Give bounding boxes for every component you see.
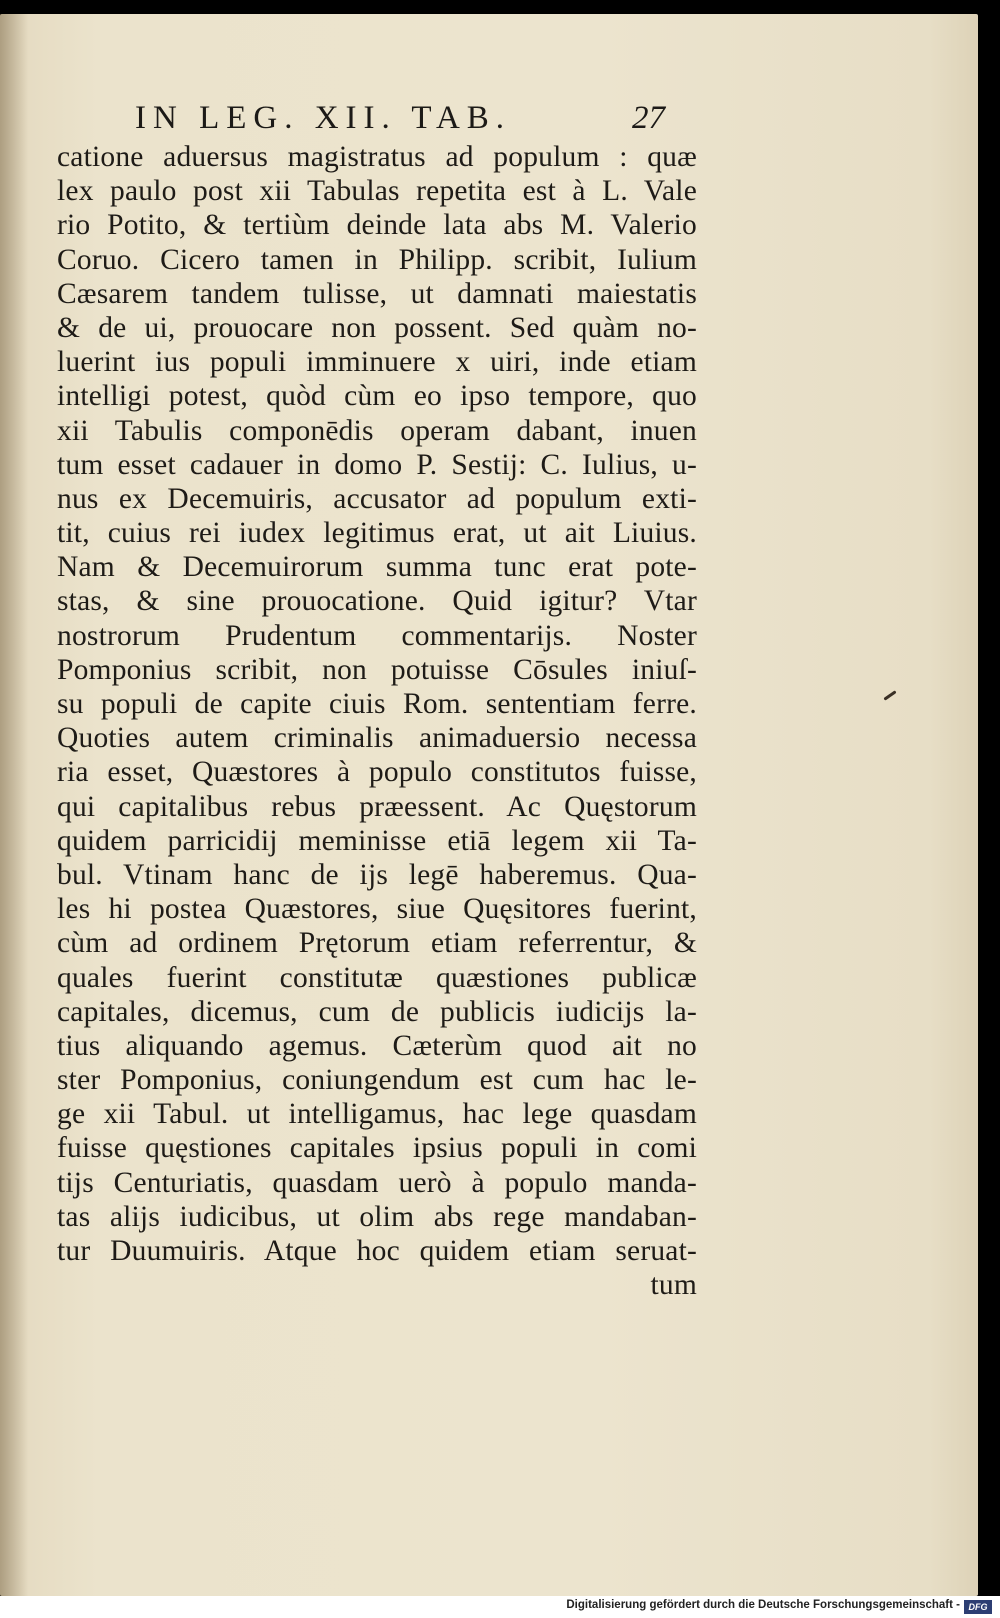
text-line: tius aliquando agemus. Cæterùm quod ait no <box>57 1029 697 1062</box>
text-line: bul. Vtinam hanc de ijs legē haberemus. Qua- <box>57 858 697 891</box>
pencil-mark <box>883 690 896 700</box>
running-head: IN LEG. XII. TAB. <box>135 100 512 136</box>
text-line: xii Tabulis componēdis operam dabant, inuen <box>57 414 697 447</box>
text-line: ge xii Tabul. ut intelligamus, hac lege quasdam <box>57 1098 697 1131</box>
text-line: capitales, dicemus, cum de publicis iudicijs la- <box>57 995 697 1028</box>
text-line: Pomponius scribit, non potuisse Cōsules iniuſ- <box>57 653 697 686</box>
text-line: su populi de capite ciuis Rom. sententiam ferre. <box>57 688 697 720</box>
text-line: lex paulo post xii Tabulas repetita est à L. Vale <box>57 175 697 208</box>
text-line: & de ui, prouocare non possent. Sed quàm no- <box>57 311 697 344</box>
text-line: les hi postea Quæstores, siue Quęsitores fuerint, <box>57 893 697 926</box>
body-text <box>57 140 697 1302</box>
text-line: tur Duumuiris. Atque hoc quidem etiam seruat- <box>57 1235 697 1267</box>
text-line: intelligi potest, quòd cùm eo ipso tempore, quo <box>57 380 697 413</box>
text-line: quales fuerint constitutæ quæstiones publicæ <box>57 961 697 994</box>
catchword: tum <box>650 1269 697 1302</box>
text-line: tit, cuius rei iudex legitimus erat, ut ait Liuius. <box>57 517 697 550</box>
text-line: ster Pomponius, coniungendum est cum hac le- <box>57 1064 697 1097</box>
text-line: qui capitalibus rebus præessent. Ac Quęstorum <box>57 790 697 823</box>
funding-credit: Digitalisierung gefördert durch die Deutsche Forschungsgemeinschaft - <box>566 1599 960 1611</box>
text-line: tijs Centuriatis, quasdam uerò à populo manda- <box>57 1166 697 1199</box>
text-line: quidem parricidij meminisse etiā legem xii Ta- <box>57 824 697 857</box>
text-line: Nam & Decemuirorum summa tunc erat pote- <box>57 551 697 584</box>
text-line: nus ex Decemuiris, accusator ad populum exti- <box>57 482 697 515</box>
text-line: Quoties autem criminalis animaduersio necessa <box>57 722 697 755</box>
footer-bar <box>0 1596 1000 1618</box>
text-line: tas alijs iudicibus, ut olim abs rege mandaban- <box>57 1200 697 1233</box>
text-line: ria esset, Quæstores à populo constitutos fuisse, <box>57 756 697 789</box>
text-line: Coruo. Cicero tamen in Philipp. scribit, Iulium <box>57 243 697 276</box>
text-line: luerint ius populi imminuere x uiri, inde etiam <box>57 346 697 379</box>
spine-shadow <box>0 14 28 1596</box>
text-line: cùm ad ordinem Prętorum etiam referrentur, & <box>57 927 697 960</box>
text-line: stas, & sine prouocatione. Quid igitur? Vtar <box>57 585 697 618</box>
text-line: rio Potito, & tertiùm deinde lata abs M. Valerio <box>57 209 697 242</box>
page-number: 27 <box>632 100 665 136</box>
text-line: Cæsarem tandem tulisse, ut damnati maiestatis <box>57 277 697 310</box>
dfg-logo-icon: DFG <box>964 1600 992 1614</box>
book-page <box>0 14 978 1596</box>
text-line: tum esset cadauer in domo P. Sestij: C. Iulius, u- <box>57 448 697 481</box>
text-line: nostrorum Prudentum commentarijs. Noster <box>57 619 697 652</box>
text-line: catione aduersus magistratus ad populum : quæ <box>57 141 697 173</box>
text-line: fuisse quęstiones capitales ipsius populi in comi <box>57 1132 697 1165</box>
